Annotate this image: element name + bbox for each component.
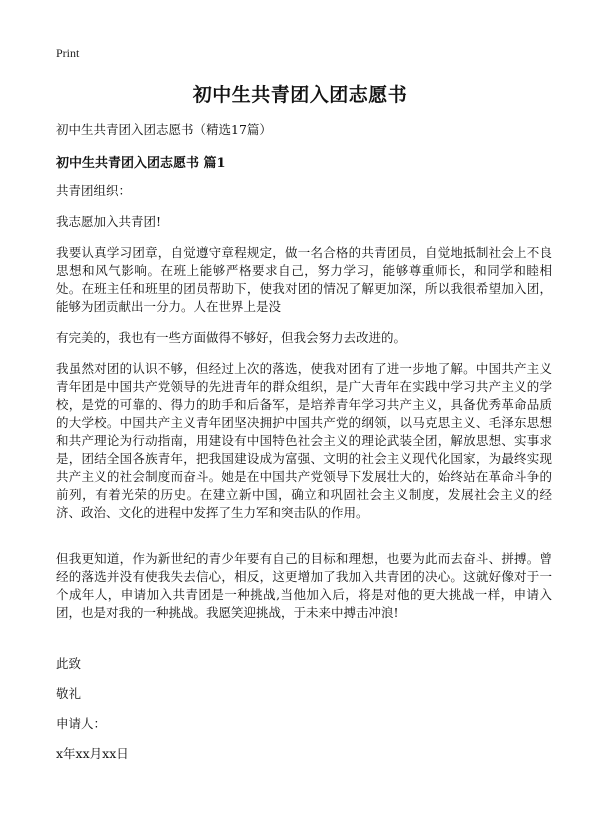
section-heading: 初中生共青团入团志愿书 篇1 bbox=[56, 156, 226, 171]
greeting-line: 共青团组织： bbox=[56, 183, 132, 198]
closing-regards: 敬礼 bbox=[56, 686, 82, 701]
paragraph-2: 有完美的，我也有一些方面做得不够好，但我会努力去改进的。 bbox=[56, 330, 407, 345]
closing-salutation: 此致 bbox=[56, 656, 82, 671]
document-subtitle: 初中生共青团入团志愿书（精选17篇） bbox=[56, 122, 272, 137]
intent-line: 我志愿加入共青团! bbox=[56, 214, 162, 229]
applicant-label: 申请人： bbox=[56, 716, 107, 731]
print-label: Print bbox=[56, 46, 80, 60]
page-title: 初中生共青团入团志愿书 bbox=[192, 84, 408, 106]
paragraph-3: 我虽然对团的认识不够，但经过上次的落选，使我对团有了进一步地了解。中国共产主义青年团是中国共产党领导的先进青年的群众组织，是广大青年在实践中学习共产主义的学校，是党的可靠的、得力的助手和后备军，是培养青年学习共产主义，具备优秀革命品质的大学校。中国共产主义青年团坚决拥护中国共产党的纲领，以马克思主义、毛泽东思想和共产理论为行动指南，用建设有中国特色社会主义的理论武装全团，解放思想、实事求是，团结全国各族青年，把我国建设成为富强、文明的社会主义现代化国家，为最终实现共产主义的社会制度而奋斗。她是在中国共产党领导下发展壮大的，始终站在革命斗争的前列，有着光荣的历史。在建立新中国，确立和巩固社会主义制度，发展社会主义的经济、政治、文化的进程中发挥了生力军和突击队的作用。 bbox=[56, 361, 552, 520]
date-line: x年xx月xx日 bbox=[56, 746, 129, 761]
paragraph-1: 我要认真学习团章，自觉遵守章程规定，做一名合格的共青团员，自觉地抵制社会上不良思想和风气影响。在班上能够严格要求自己，努力学习，能够尊重师长，和同学和睦相处。在班主任和班里的团员帮助下，使我对团的情况了解更加深，所以我很希望加入团，能够为团贡献出一分力。人在世界上是没 bbox=[56, 245, 552, 314]
paragraph-4: 但我更知道，作为新世纪的青少年要有自己的目标和理想，也要为此而去奋斗、拼搏。曾经的落选并没有使我失去信心，相反，这更增加了我加入共青团的决心。这就好像对于一个成年人，申请加入共青团是一种挑战,当他加入后，将是对他的更大挑战一样，申请入团，也是对我的一种挑战。我愿笑迎挑战，于未来中搏击冲浪! bbox=[56, 551, 552, 620]
